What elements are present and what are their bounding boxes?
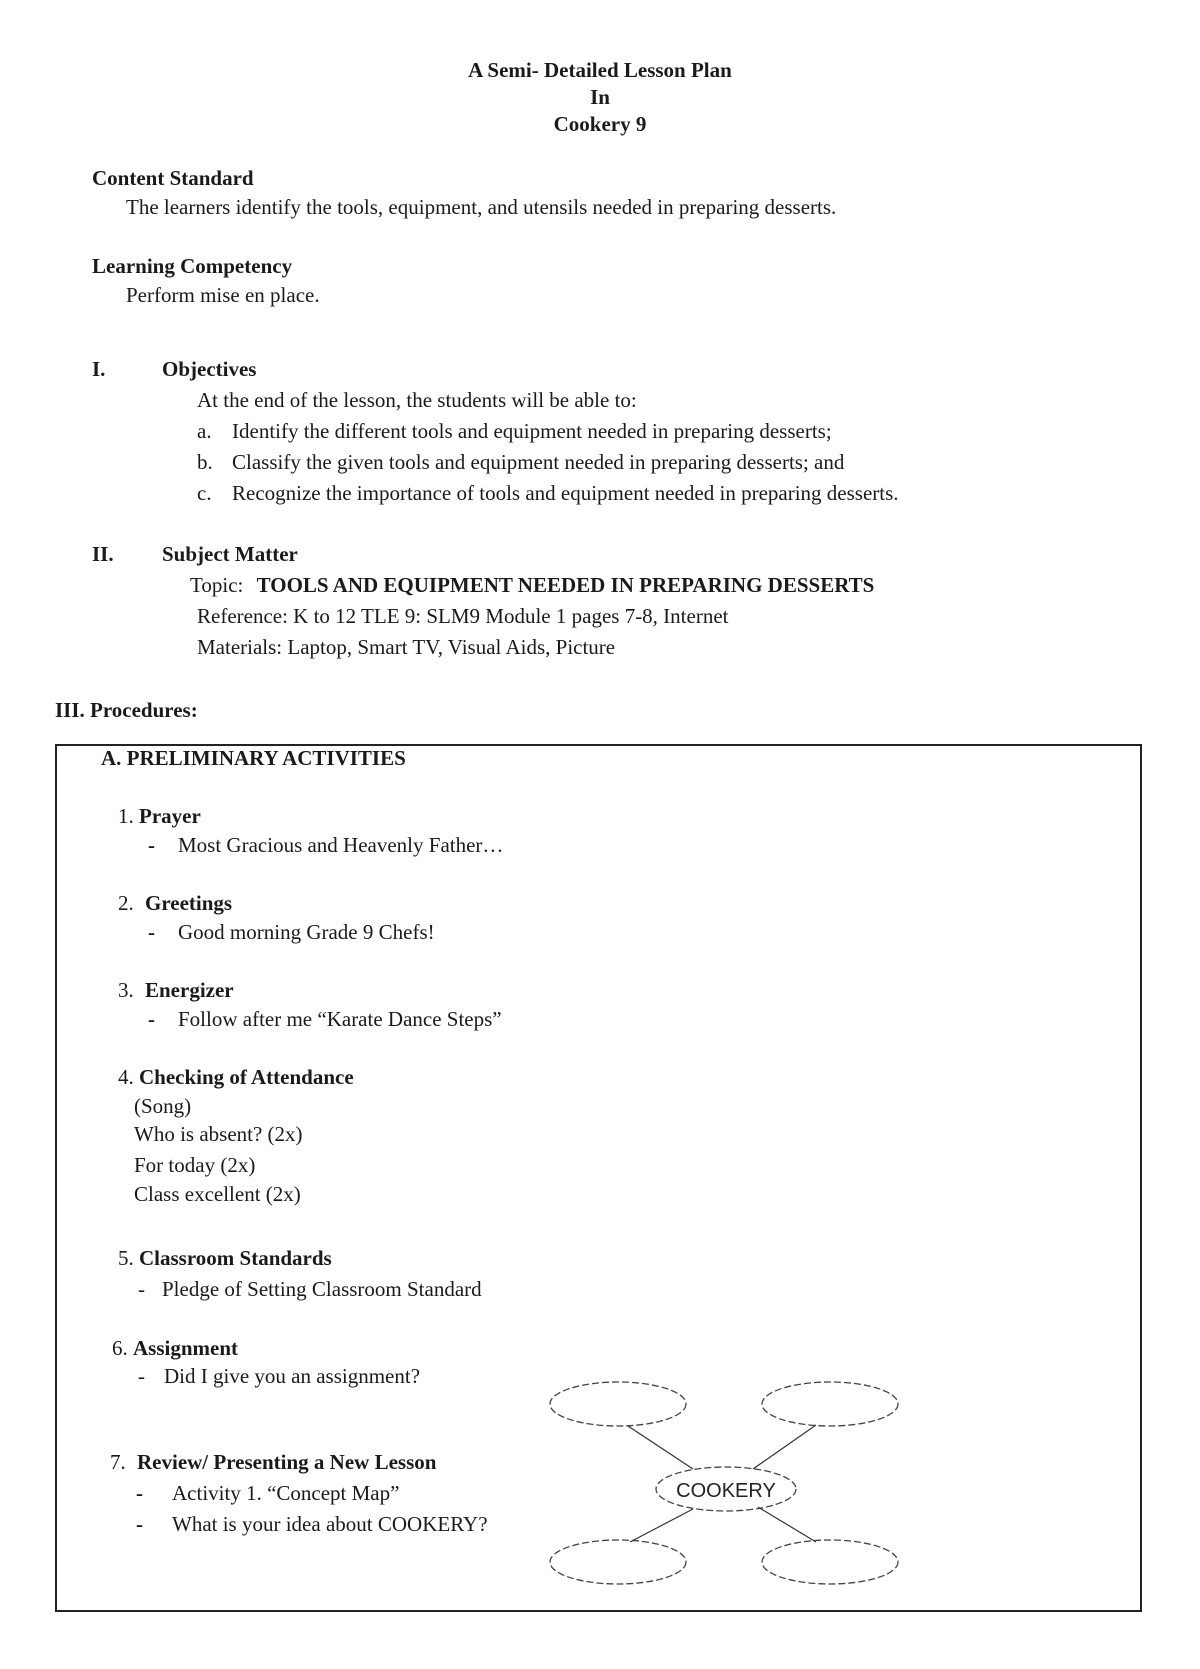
concept-map-bottom-left-ellipse — [550, 1540, 686, 1584]
item-number: 2. — [118, 891, 134, 915]
concept-map-top-left-ellipse — [550, 1382, 686, 1426]
item-number: 4. — [118, 1065, 134, 1089]
procedure-sub-prayer — [148, 833, 503, 858]
sub-text: Follow after me “Karate Dance Steps” — [178, 1007, 502, 1031]
item-number: 1. — [118, 804, 134, 828]
item-title: Checking of Attendance — [139, 1065, 354, 1089]
concept-map-connector — [758, 1507, 816, 1542]
reference-line: Reference: K to 12 TLE 9: SLM9 Module 1 pages 7-8, Internet — [197, 604, 729, 628]
sub-text: Good morning Grade 9 Chefs! — [178, 920, 435, 944]
bullet-dash: - — [148, 920, 155, 944]
objective-item-a-letter: a. — [197, 419, 212, 443]
sub-text: Activity 1. “Concept Map” — [172, 1481, 400, 1505]
objective-item-b: Classify the given tools and equipment needed in preparing desserts; and — [232, 450, 845, 474]
item-title: Greetings — [145, 891, 233, 915]
procedure-sub-energizer — [148, 1007, 502, 1032]
concept-map-top-right-ellipse — [762, 1382, 898, 1426]
procedure-sub-review-2 — [136, 1512, 488, 1537]
sub-text: Did I give you an assignment? — [164, 1364, 421, 1388]
sub-text: Most Gracious and Heavenly Father… — [178, 833, 504, 857]
item-number: 3. — [118, 978, 134, 1002]
learning-competency-text: Perform mise en place. — [126, 283, 320, 307]
attendance-line-1: (Song) — [134, 1094, 192, 1118]
subject-matter-numeral: II. — [92, 542, 114, 566]
concept-map-connector — [628, 1426, 693, 1469]
concept-map-diagram — [548, 1374, 918, 1596]
topic-line — [190, 573, 874, 598]
procedure-sub-classroom-standards — [138, 1277, 482, 1302]
content-standard-text: The learners identify the tools, equipment, and utensils needed in preparing desserts. — [126, 195, 837, 219]
bullet-dash: - — [138, 1277, 145, 1301]
objectives-numeral: I. — [92, 357, 106, 381]
procedures-heading: III. Procedures: — [55, 698, 198, 722]
sub-text: Pledge of Setting Classroom Standard — [162, 1277, 482, 1301]
procedure-sub-assignment — [138, 1364, 420, 1389]
item-number: 6. — [112, 1336, 128, 1360]
item-title: Prayer — [139, 804, 201, 828]
topic-label: Topic: — [190, 573, 244, 597]
title-line-3: Cookery 9 — [553, 112, 647, 136]
procedure-item-energizer — [118, 978, 234, 1003]
concept-map-connector — [753, 1425, 816, 1469]
materials-line: Materials: Laptop, Smart TV, Visual Aids, Picture — [197, 635, 616, 659]
objective-item-a: Identify the different tools and equipment needed in preparing desserts; — [232, 419, 832, 443]
procedure-item-attendance — [118, 1065, 354, 1090]
title-line-1: A Semi- Detailed Lesson Plan — [468, 58, 732, 82]
procedure-item-classroom-standards — [118, 1246, 332, 1271]
objective-item-c-letter: c. — [197, 481, 212, 505]
procedure-item-prayer — [118, 804, 201, 829]
attendance-line-4: Class excellent (2x) — [134, 1182, 301, 1206]
procedure-sub-greetings — [148, 920, 435, 945]
procedure-item-review — [110, 1450, 436, 1475]
concept-map-center-label: COOKERY — [676, 1480, 776, 1502]
topic-value: TOOLS AND EQUIPMENT NEEDED IN PREPARING DESSERTS — [256, 573, 875, 597]
procedure-item-greetings — [118, 891, 232, 916]
attendance-line-3: For today (2x) — [134, 1153, 256, 1177]
learning-competency-heading: Learning Competency — [92, 254, 293, 278]
item-title: Assignment — [133, 1336, 239, 1360]
subject-matter-heading: Subject Matter — [162, 542, 298, 566]
attendance-line-2: Who is absent? (2x) — [134, 1122, 303, 1146]
procedure-sub-review-1 — [136, 1481, 399, 1506]
objective-item-c: Recognize the importance of tools and equipment needed in preparing desserts. — [232, 481, 899, 505]
objective-item-b-letter: b. — [197, 450, 213, 474]
procedure-item-assignment — [112, 1336, 238, 1361]
item-number: 7. — [110, 1450, 126, 1474]
bullet-dash: - — [138, 1364, 145, 1388]
concept-map-bottom-right-ellipse — [762, 1540, 898, 1584]
objectives-intro: At the end of the lesson, the students will be able to: — [197, 388, 637, 412]
objectives-heading: Objectives — [162, 357, 257, 381]
item-title: Classroom Standards — [139, 1246, 332, 1270]
item-title: Energizer — [145, 978, 234, 1002]
content-standard-heading: Content Standard — [92, 166, 254, 190]
concept-map-connector — [630, 1509, 693, 1542]
sub-text: What is your idea about COOKERY? — [172, 1512, 488, 1536]
title-line-2: In — [590, 85, 610, 109]
bullet-dash: - — [148, 1007, 155, 1031]
bullet-dash: - — [136, 1481, 143, 1505]
preliminary-activities-heading: A. PRELIMINARY ACTIVITIES — [101, 746, 406, 770]
item-number: 5. — [118, 1246, 134, 1270]
item-title: Review/ Presenting a New Lesson — [137, 1450, 437, 1474]
bullet-dash: - — [148, 833, 155, 857]
bullet-dash: - — [136, 1512, 143, 1536]
